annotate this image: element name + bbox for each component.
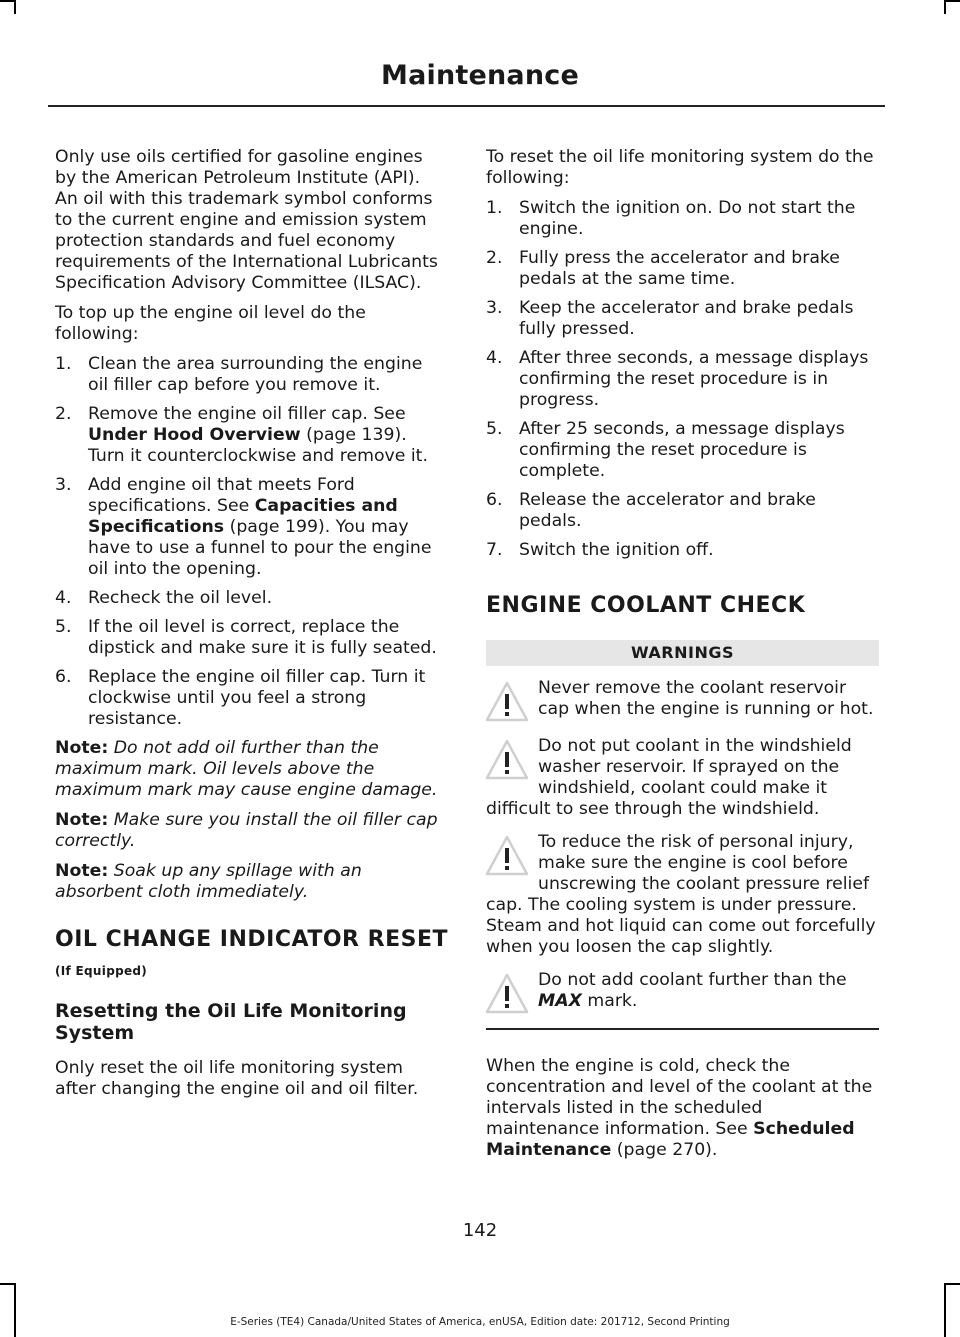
crop-mark-bottom-right-h: [944, 1283, 960, 1285]
list-item: 5. After 25 seconds, a message displays confirming the reset procedure is complete.: [486, 419, 845, 481]
intro-paragraph: Only use oils certified for gasoline engines by the American Petroleum Institute (API). An oil with this trademark symbol conforms to the current engine and emission system protection standards and fuel economy requirements of the International Lubricants Specification Advisory Committee (ILSAC).: [55, 147, 438, 293]
cross-reference-link[interactable]: Under Hood Overview: [88, 425, 301, 445]
list-item: 1. Clean the area surrounding the engine oil filler cap before you remove it.: [55, 354, 423, 395]
note: Note: Do not add oil further than the maximum mark. Oil levels above the maximum mark may cause engine damage.: [55, 738, 438, 800]
warnings-end-rule: [486, 1028, 879, 1030]
list-item: 3. Add engine oil that meets Ford specifications. See Capacities and Specifications (page 199). You may have to use a funnel to pour the engine oil into the opening.: [55, 475, 432, 579]
coolant-paragraph: When the engine is cold, check the concentration and level of the coolant at the intervals listed in the scheduled maintenance information. See Scheduled Maintenance (page 270).: [486, 1055, 873, 1160]
list-item: 1. Switch the ignition on. Do not start the engine.: [486, 198, 856, 239]
page-title: Maintenance: [381, 60, 579, 91]
warning-triangle-icon: [484, 834, 530, 878]
warning-item: To reduce the risk of personal injury, make sure the engine is cool before unscrewing the coolant pressure relief cap. The cooling system is under pressure. Steam and hot liquid can come out forcefully when you loosen the cap slightly.: [486, 832, 876, 957]
header-rule: [48, 105, 885, 107]
list-item: 2. Remove the engine oil filler cap. See Under Hood Overview (page 139). Turn it counterclockwise and remove it.: [55, 404, 428, 466]
crop-mark-top-right-v: [944, 0, 946, 14]
reset-intro: To reset the oil life monitoring system do the following:: [486, 147, 874, 188]
footer-edition: E-Series (TE4) Canada/United States of America, enUSA, Edition date: 201712, Second Printing: [230, 1316, 730, 1328]
left-column: [55, 147, 448, 1109]
warning-triangle-icon: [484, 680, 530, 724]
list-item: 6. Replace the engine oil filler cap. Turn it clockwise until you feel a strong resistance.: [55, 667, 426, 729]
crop-mark-top-left: [0, 0, 14, 2]
list-item: 2. Fully press the accelerator and brake pedals at the same time.: [486, 248, 840, 289]
warning-triangle-icon: [484, 972, 530, 1016]
cross-reference-link[interactable]: Scheduled Maintenance: [486, 1118, 855, 1160]
right-column: [486, 147, 879, 1170]
subsection-title: Resetting the Oil Life Monitoring System: [55, 1000, 407, 1044]
cross-reference-link[interactable]: Capacities and Specifications: [88, 496, 398, 537]
reset-paragraph: Only reset the oil life monitoring system after changing the engine oil and oil filter.: [55, 1058, 419, 1099]
if-equipped-label: (If Equipped): [55, 964, 148, 978]
section-title-oil-change: OIL CHANGE INDICATOR RESET (If Equipped): [55, 927, 448, 978]
crop-mark-bottom-left: [14, 1283, 16, 1337]
list-item: 5. If the oil level is correct, replace the dipstick and make sure it is fully seated.: [55, 617, 437, 658]
crop-mark-bottom-right: [944, 1283, 946, 1337]
warnings-header: WARNINGS: [486, 640, 879, 666]
reset-steps: [486, 198, 879, 561]
section-title-coolant: ENGINE COOLANT CHECK: [486, 593, 806, 618]
crop-mark-top-left-v: [14, 0, 16, 14]
note: Note: Soak up any spillage with an absorbent cloth immediately.: [55, 861, 362, 902]
list-item: 7. Switch the ignition off.: [486, 540, 714, 560]
warning-item: Do not add coolant further than the MAX mark.: [486, 970, 879, 1016]
list-item: 4. After three seconds, a message displays confirming the reset procedure is in progress.: [486, 348, 869, 410]
page-number: 142: [462, 1220, 498, 1241]
list-item: 6. Release the accelerator and brake pedals.: [486, 490, 816, 531]
top-up-intro: To top up the engine oil level do the following:: [55, 303, 366, 344]
crop-mark-top-right: [944, 0, 960, 2]
list-item: 4. Recheck the oil level.: [55, 588, 273, 608]
warning-item: Never remove the coolant reservoir cap when the engine is running or hot.: [486, 678, 879, 724]
note: Note: Make sure you install the oil filler cap correctly.: [55, 810, 438, 851]
warning-triangle-icon: [484, 738, 530, 782]
top-up-steps: [55, 354, 448, 730]
crop-mark-bottom-left-h: [0, 1283, 14, 1285]
list-item: 3. Keep the accelerator and brake pedals fully pressed.: [486, 298, 854, 339]
warning-item: Do not put coolant in the windshield washer reservoir. If sprayed on the windshield, coolant could make it difficult to see through the windshield.: [486, 736, 852, 819]
